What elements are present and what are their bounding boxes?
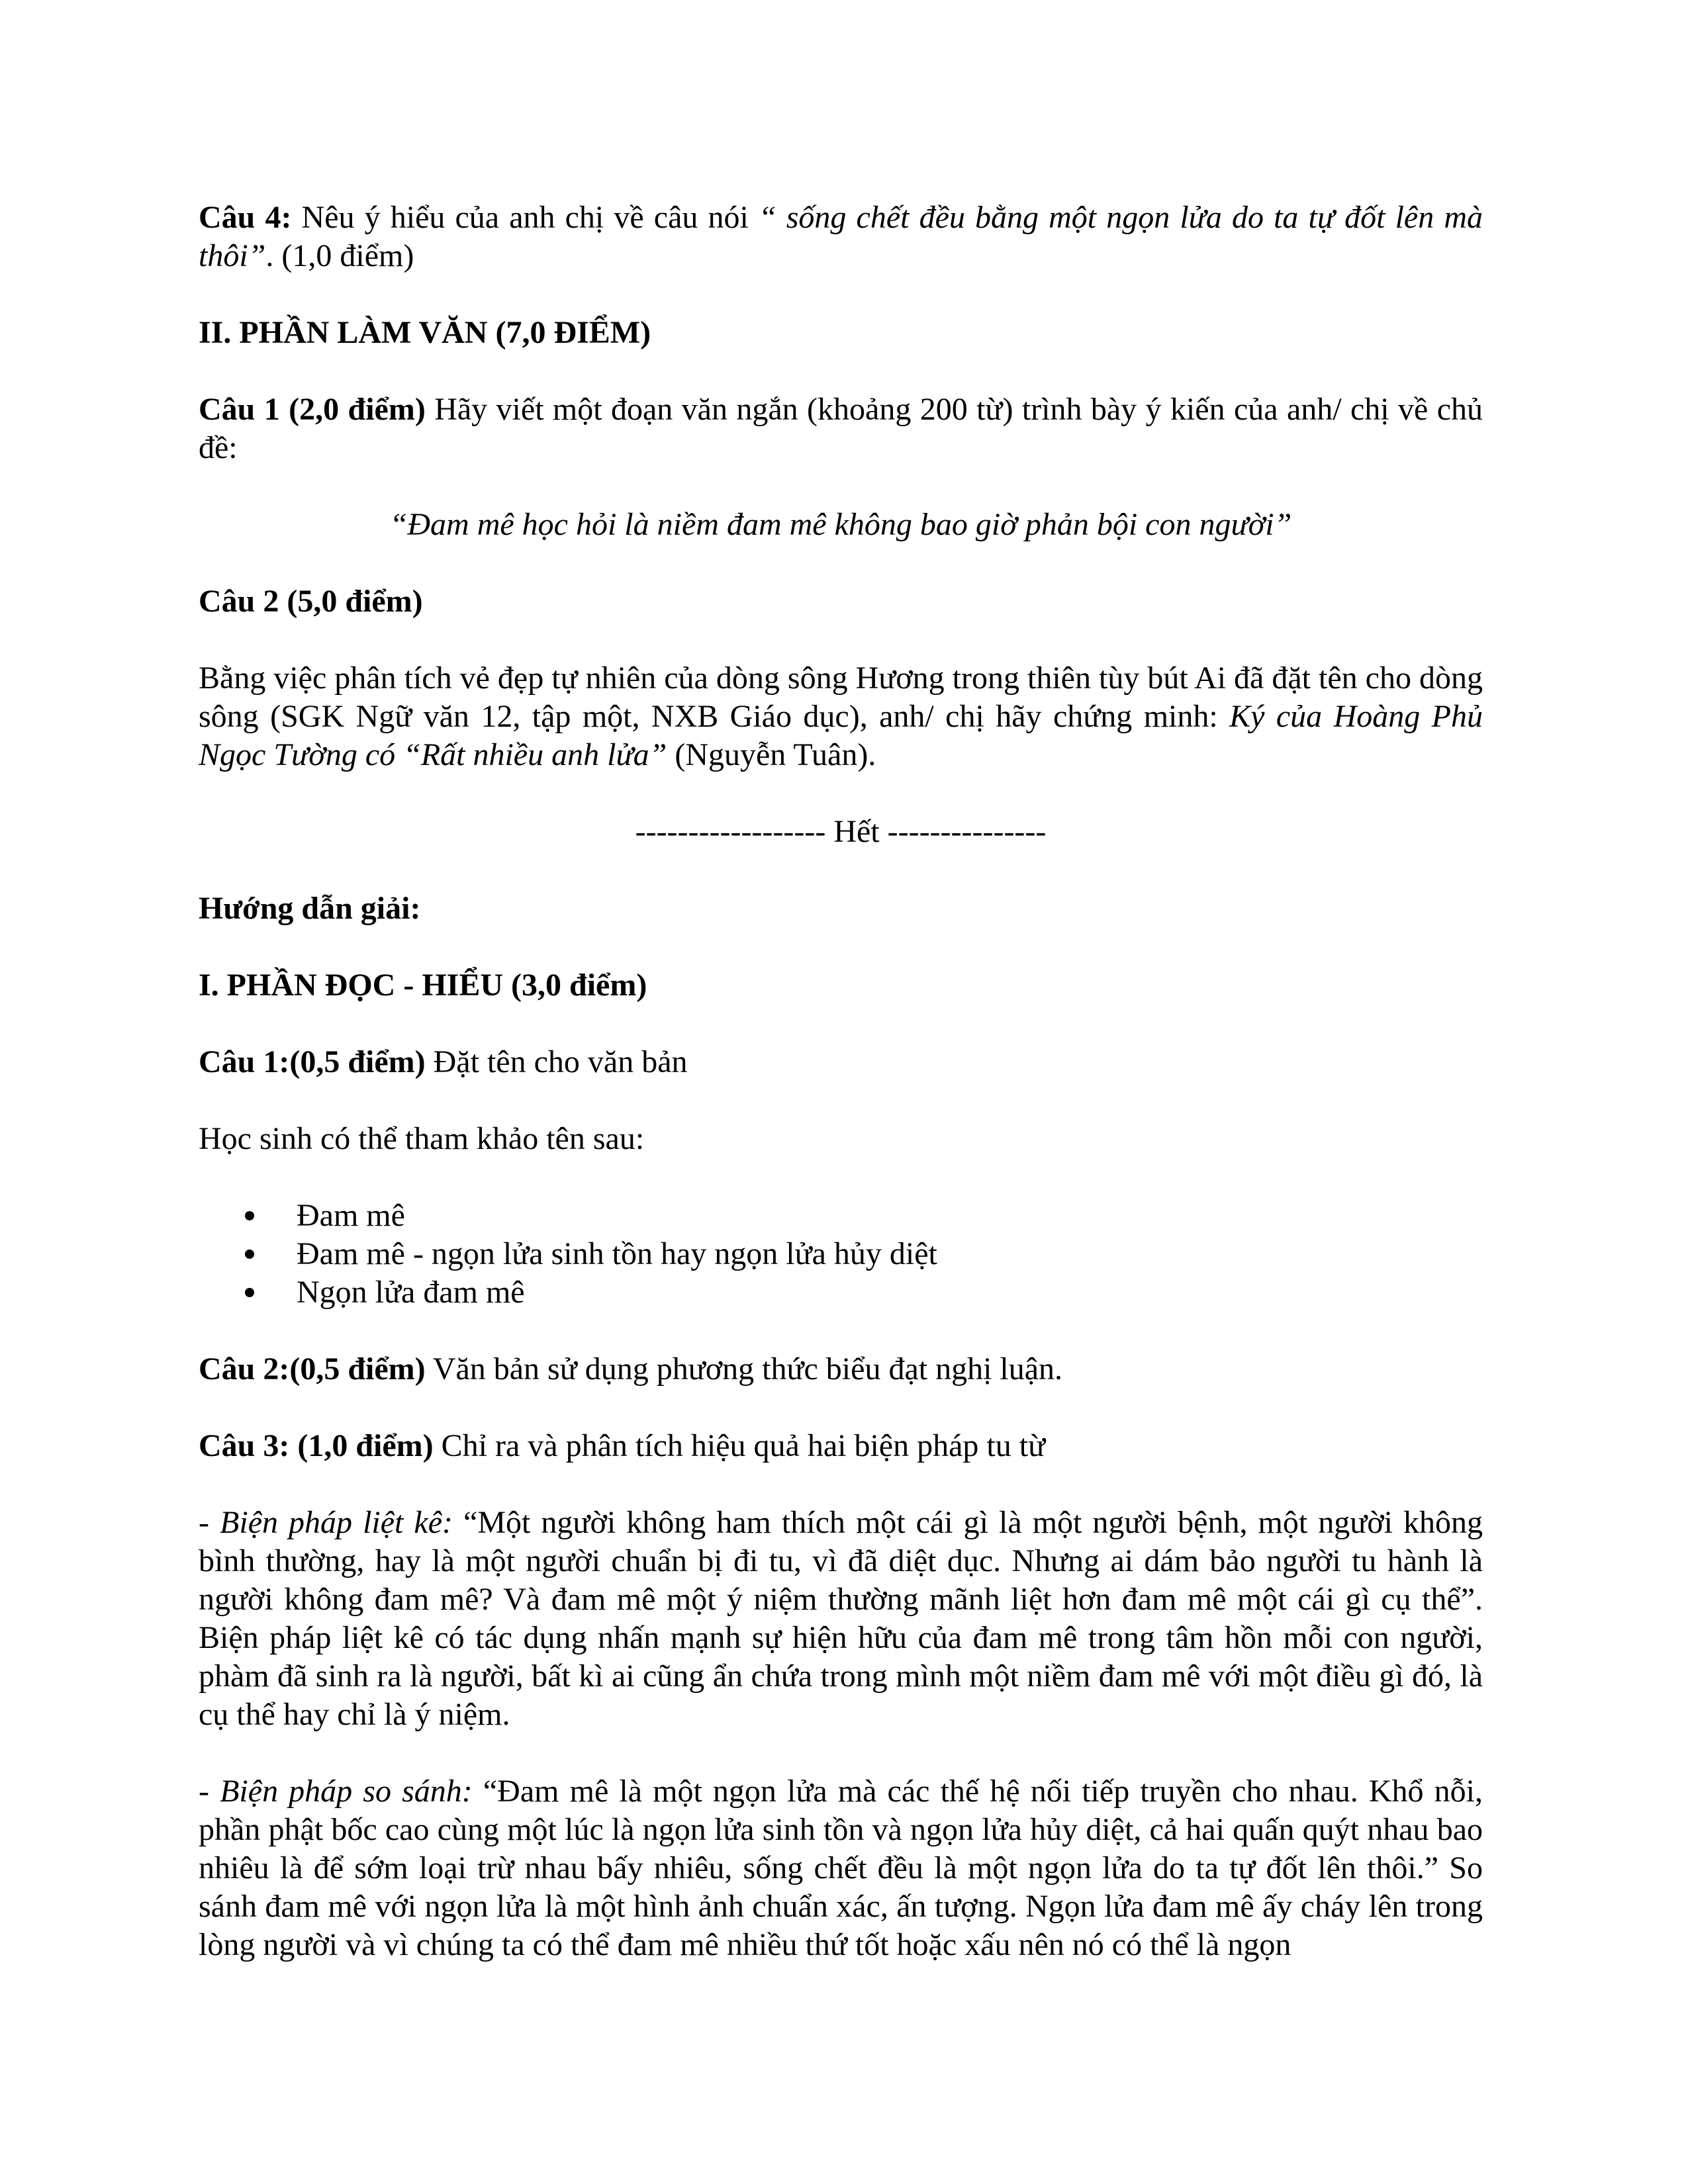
essay-question-2-text: Bằng việc phân tích vẻ đẹp tự nhiên của dòng sông Hương trong thiên tùy bút Ai đã đặt tên cho dòng sông (SGK Ngữ văn 12, tập một, NXB Giáo dục), anh/ chị hãy chứng minh: Ký của Hoàng Phủ Ngọc Tường có “Rất nhiều anh lửa” (Nguyễn Tuân). (199, 660, 1483, 772)
answer-3-text: Chỉ ra và phân tích hiệu quả hai biện pháp tu từ (433, 1428, 1046, 1463)
answer-2-text: Văn bản sử dụng phương thức biểu đạt nghị luận. (425, 1351, 1063, 1387)
answer-2 (199, 1350, 1483, 1388)
end-marker: ------------------ Hết --------------- (635, 814, 1047, 849)
section-2-heading: II. PHẦN LÀM VĂN (7,0 ĐIỂM) (199, 315, 651, 350)
essay-question-1-text: Hãy viết một đoạn văn ngắn (khoảng 200 từ) trình bày ý kiến của anh/ chị về chủ đề: (199, 392, 1483, 465)
essay-question-1-label: Câu 1 (2,0 điểm) (199, 392, 426, 427)
technique-comparison: - Biện pháp so sánh: “Đam mê là một ngọn lửa mà các thế hệ nối tiếp truyền cho nhau. Khổ nỗi, phần phật bốc cao cùng một lúc là ngọn lửa sinh tồn và ngọn lửa hủy diệt, cả hai quấn quýt nhau bao nhiêu là để sớm loại trừ nhau bấy nhiêu, sống chết đều là một ngọn lửa do ta tự đốt lên thôi.” So sánh đam mê với ngọn lửa là một hình ảnh chuẩn xác, ấn tượng. Ngọn lửa đam mê ấy cháy lên trong lòng người và vì chúng ta có thể đam mê nhiều thứ tốt hoặc xấu nên nó có thể là ngọn (199, 1774, 1483, 1962)
technique-comparison-text: “Đam mê là một ngọn lửa mà các thế hệ nối tiếp truyền cho nhau. Khổ nỗi, phần phật bốc cao cùng một lúc là ngọn lửa sinh tồn và ngọn lửa hủy diệt, cả hai quấn quýt nhau bao nhiêu là để sớm loại trừ nhau bấy nhiêu, sống chết đều là một ngọn lửa do ta tự đốt lên thôi.” So sánh đam mê với ngọn lửa là một hình ảnh chuẩn xác, ấn tượng. Ngọn lửa đam mê ấy cháy lên trong lòng người và vì chúng ta có thể đam mê nhiều thứ tốt hoặc xấu nên nó có thể là ngọn (199, 1774, 1483, 1962)
technique-enumeration: - Biện pháp liệt kê: “Một người không ham thích một cái gì là một người bệnh, một người không bình thường, hay là một người chuẩn bị đi tu, vì đã diệt dục. Nhưng ai dám bảo người tu hành là người không đam mê? Và đam mê một ý niệm thường mãnh liệt hơn đam mê một cái gì cụ thể”. Biện pháp liệt kê có tác dụng nhấn mạnh sự hiện hữu của đam mê trong tâm hồn mỗi con người, phàm đã sinh ra là người, bất kì ai cũng ẩn chứa trong mình một niềm đam mê với một điều gì đó, là cụ thể hay chỉ là ý niệm. (199, 1505, 1483, 1732)
list-item: Đam mê - ngọn lửa sinh tồn hay ngọn lửa hủy diệt (199, 1235, 1483, 1273)
technique-enumeration-label: Biện pháp liệt kê: (220, 1505, 453, 1540)
essay-question-1 (199, 390, 1483, 467)
answer-1-intro: Học sinh có thể tham khảo tên sau: (199, 1121, 645, 1156)
guide-heading: Hướng dẫn giải: (199, 891, 421, 926)
question-4-text: Nêu ý hiểu của anh chị về câu nói (291, 200, 759, 235)
bullet-icon (245, 1250, 254, 1259)
essay-question-2-label: Câu 2 (5,0 điểm) (199, 584, 423, 619)
question-4-quote: “ sống chết đều bằng một ngọn lửa do ta tự đốt lên mà thôi” (199, 200, 1483, 273)
technique-comparison-label: Biện pháp so sánh: (220, 1774, 473, 1809)
answer-3 (199, 1427, 1483, 1465)
title-options-list (199, 1197, 1483, 1312)
essay-question-2-italic: Ký của Hoàng Phủ Ngọc Tường có “Rất nhiều anh lửa” (199, 699, 1483, 772)
technique-enumeration-text: “Một người không ham thích một cái gì là một người bệnh, một người không bình thường, hay là một người chuẩn bị đi tu, vì đã diệt dục. Nhưng ai dám bảo người tu hành là người không đam mê? Và đam mê một ý niệm thường mãnh liệt hơn đam mê một cái gì cụ thể”. Biện pháp liệt kê có tác dụng nhấn mạnh sự hiện hữu của đam mê trong tâm hồn mỗi con người, phàm đã sinh ra là người, bất kì ai cũng ẩn chứa trong mình một niềm đam mê với một điều gì đó, là cụ thể hay chỉ là ý niệm. (199, 1505, 1483, 1732)
bullet-icon (245, 1288, 254, 1297)
list-item: Đam mê (199, 1197, 1483, 1235)
question-4-label: Câu 4: (199, 200, 292, 235)
essay-question-1-quote: “Đam mê học hỏi là niềm đam mê không bao giờ phản bội con người” (389, 507, 1292, 542)
answer-1-text: Đặt tên cho văn bản (425, 1044, 688, 1079)
bullet-icon (245, 1211, 254, 1220)
question-4 (199, 199, 1483, 275)
answer-1 (199, 1043, 1483, 1081)
question-4-score: . (1,0 điểm) (265, 238, 414, 273)
answer-3-label: Câu 3: (1,0 điểm) (199, 1428, 434, 1463)
answer-1-label: Câu 1:(0,5 điểm) (199, 1044, 426, 1079)
list-item: Ngọn lửa đam mê (199, 1273, 1483, 1312)
answer-2-label: Câu 2:(0,5 điểm) (199, 1351, 426, 1387)
section-1-heading: I. PHẦN ĐỌC - HIỂU (3,0 điểm) (199, 968, 647, 1003)
document-page (199, 199, 1483, 1964)
